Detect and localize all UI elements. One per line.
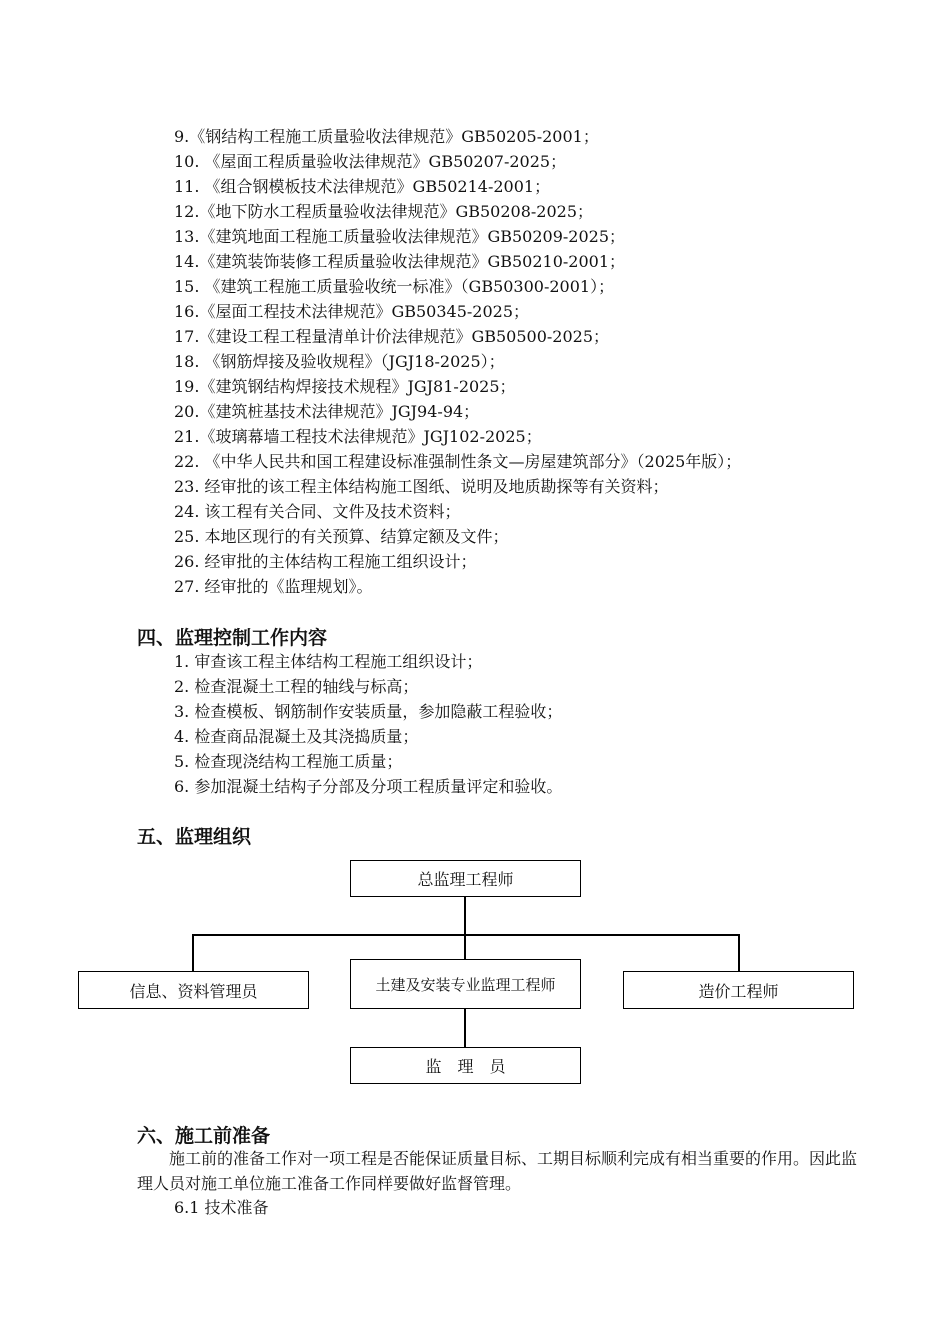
org-box-cost-engineer: 造价工程师 bbox=[623, 971, 854, 1009]
reference-item: 21.《玻璃幕墙工程技术法律规范》JGJ102-2025； bbox=[174, 427, 542, 446]
connector-line bbox=[738, 934, 740, 972]
connector-line bbox=[464, 896, 466, 960]
list-item: 2. 检查混凝土工程的轴线与标高； bbox=[174, 677, 419, 696]
reference-item: 11. 《组合钢模板技术法律规范》GB50214-2001； bbox=[174, 177, 551, 196]
org-box-chief-engineer: 总监理工程师 bbox=[350, 860, 581, 897]
subsection-heading: 6.1 技术准备 bbox=[174, 1198, 269, 1217]
list-item: 6. 参加混凝土结构子分部及分项工程质量评定和验收。 bbox=[174, 777, 563, 796]
connector-line bbox=[192, 934, 740, 936]
reference-item: 24. 该工程有关合同、文件及技术资料； bbox=[174, 502, 461, 521]
org-box-specialist-engineer: 土建及安装专业监理工程师 bbox=[350, 959, 581, 1009]
reference-item: 16.《屋面工程技术法律规范》GB50345-2025； bbox=[174, 302, 530, 321]
section-5-heading: 五、监理组织 bbox=[137, 826, 252, 848]
list-item: 4. 检查商品混凝土及其浇捣质量； bbox=[174, 727, 419, 746]
reference-item: 17.《建设工程工程量清单计价法律规范》GB50500-2025； bbox=[174, 327, 610, 346]
reference-item: 20.《建筑桩基技术法律规范》JGJ94-94； bbox=[174, 402, 480, 421]
reference-item: 26. 经审批的主体结构工程施工组织设计； bbox=[174, 552, 477, 571]
reference-item: 12.《地下防水工程质量验收法律规范》GB50208-2025； bbox=[174, 202, 594, 221]
reference-item: 9.《钢结构工程施工质量验收法律规范》GB50205-2001； bbox=[174, 127, 599, 146]
connector-line bbox=[192, 934, 194, 972]
reference-item: 27. 经审批的《监理规划》。 bbox=[174, 577, 373, 596]
list-item: 5. 检查现浇结构工程施工质量； bbox=[174, 752, 403, 771]
list-item: 3. 检查模板、钢筋制作安装质量，参加隐蔽工程验收； bbox=[174, 702, 563, 721]
org-box-supervisor: 监 理 员 bbox=[350, 1047, 581, 1084]
reference-item: 19.《建筑钢结构焊接技术规程》JGJ81-2025； bbox=[174, 377, 516, 396]
reference-item: 14.《建筑装饰装修工程质量验收法律规范》GB50210-2001； bbox=[174, 252, 626, 271]
reference-item: 18. 《钢筋焊接及验收规程》（JGJ18-2025）； bbox=[174, 352, 505, 371]
section-6-paragraph: 施工前的准备工作对一项工程是否能保证质量目标、工期目标顺利完成有相当重要的作用。因此监理人员对施工单位施工准备工作同样要做好监督管理。 bbox=[137, 1149, 858, 1193]
section-4-heading: 四、监理控制工作内容 bbox=[137, 627, 328, 649]
reference-item: 10. 《屋面工程质量验收法律规范》GB50207-2025； bbox=[174, 152, 567, 171]
reference-item: 25. 本地区现行的有关预算、结算定额及文件； bbox=[174, 527, 509, 546]
section-6-heading: 六、施工前准备 bbox=[137, 1125, 271, 1147]
reference-item: 22. 《中华人民共和国工程建设标准强制性条文—房屋建筑部分》（2025年版）； bbox=[174, 452, 742, 471]
org-box-records-clerk: 信息、资料管理员 bbox=[78, 971, 309, 1009]
reference-item: 15. 《建筑工程施工质量验收统一标准》（GB50300-2001）； bbox=[174, 277, 615, 296]
reference-item: 13.《建筑地面工程施工质量验收法律规范》GB50209-2025； bbox=[174, 227, 626, 246]
reference-item: 23. 经审批的该工程主体结构施工图纸、说明及地质勘探等有关资料； bbox=[174, 477, 669, 496]
list-item: 1. 审查该工程主体结构工程施工组织设计； bbox=[174, 652, 483, 671]
connector-line bbox=[464, 1008, 466, 1048]
